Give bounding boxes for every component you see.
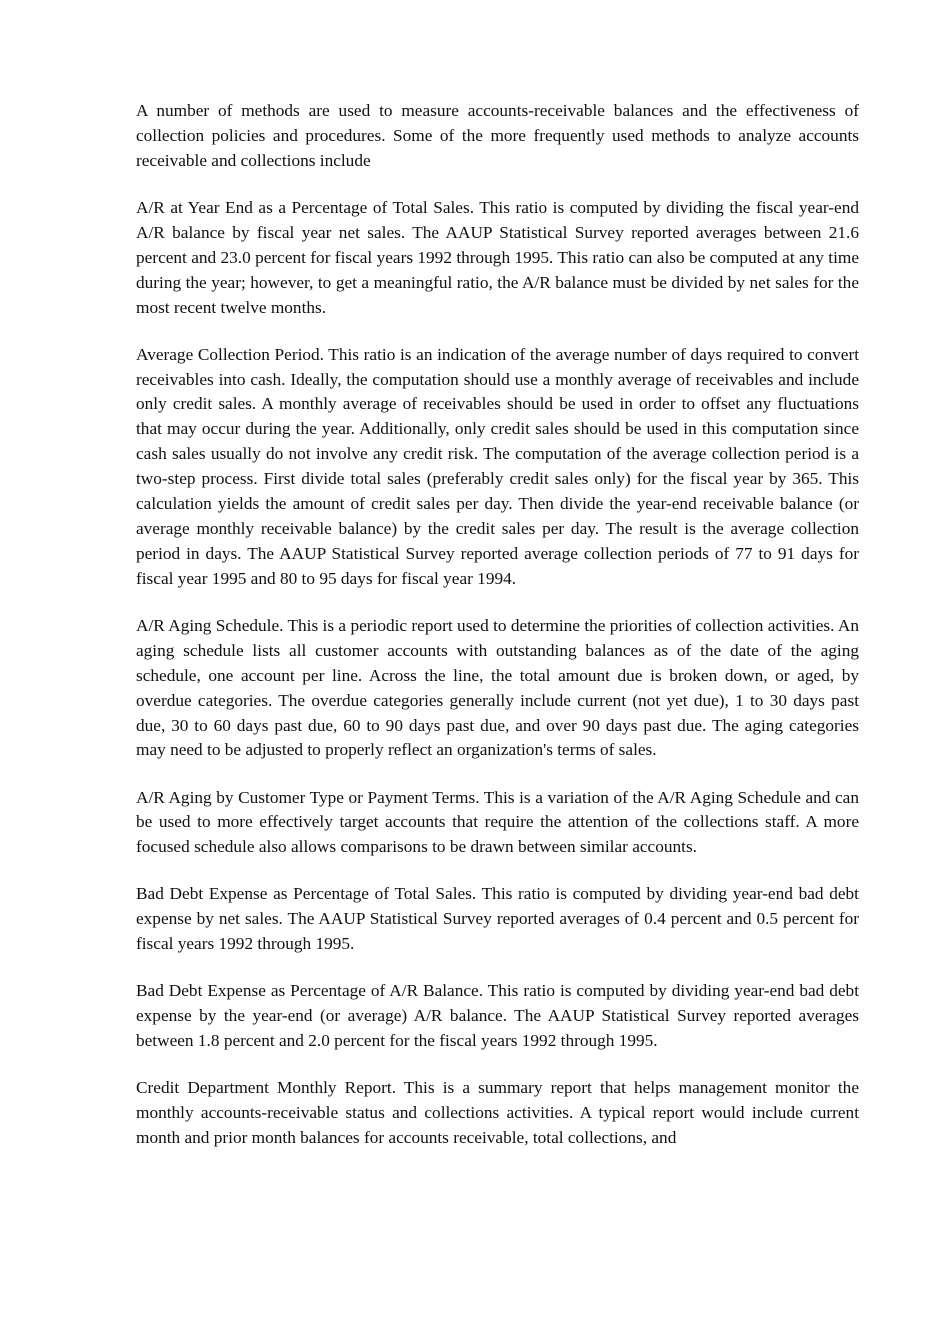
bad-debt-total-sales-paragraph: Bad Debt Expense as Percentage of Total Sales. This ratio is computed by dividing year-end bad debt expense by net sales. The AAUP Statistical Survey reported averages of 0.4 percent and 0.5 percent for fiscal years 1992 through 1995. (136, 884, 859, 954)
credit-department-report-paragraph: Credit Department Monthly Report. This is a summary report that helps management monitor the monthly accounts-receivable status and collections activities. A typical report would include current month and prior month balances for accounts receivable, total collections, and (136, 1078, 859, 1148)
bad-debt-ar-balance-paragraph: Bad Debt Expense as Percentage of A/R Balance. This ratio is computed by dividing year-end bad debt expense by the year-end (or average) A/R balance. The AAUP Statistical Survey reported averages between 1.8 percent and 2.0 percent for the fiscal years 1992 through 1995. (136, 981, 859, 1051)
document-page (136, 99, 859, 1173)
intro-paragraph: A number of methods are used to measure accounts-receivable balances and the effectiveness of collection policies and procedures. Some of the more frequently used methods to analyze accounts receivable and collections include (136, 101, 859, 170)
ar-aging-schedule-paragraph: A/R Aging Schedule. This is a periodic report used to determine the priorities of collection activities. An aging schedule lists all customer accounts with outstanding balances as of the date of the aging schedule, one account per line. Across the line, the total amount due is broken down, or aged, by overdue categories. The overdue categories generally include current (not yet due), 1 to 30 days past due, 30 to 60 days past due, 60 to 90 days past due, and over 90 days past due. The aging categories may need to be adjusted to properly reflect an organization's terms of sales. (136, 615, 859, 760)
ar-year-end-paragraph: A/R at Year End as a Percentage of Total Sales. This ratio is computed by dividing the fiscal year-end A/R balance by fiscal year net sales. The AAUP Statistical Survey reported averages between 21.6 percent and 23.0 percent for fiscal years 1992 through 1995. This ratio can also be computed at any time during the year; however, to get a meaningful ratio, the A/R balance must be divided by net sales for the most recent twelve months. (136, 197, 859, 317)
average-collection-period-paragraph: Average Collection Period. This ratio is an indication of the average number of days required to convert receivables into cash. Ideally, the computation should use a monthly average of receivables and include only credit sales. A monthly average of receivables should be used in order to offset any fluctuations that may occur during the year. Additionally, only credit sales should be used in this computation since cash sales usually do not involve any credit risk. The computation of the average collection period is a two-step process. First divide total sales (preferably credit sales only) for the fiscal year by 365. This calculation yields the amount of credit sales per day. Then divide the year-end receivable balance (or average monthly receivable balance) by the credit sales per day. The result is the average collection period in days. The AAUP Statistical Survey reported average collection periods of 77 to 91 days for fiscal year 1995 and 80 to 95 days for fiscal year 1994. (136, 344, 859, 588)
ar-aging-by-customer-type-paragraph: A/R Aging by Customer Type or Payment Terms. This is a variation of the A/R Aging Schedule and can be used to more effectively target accounts that require the attention of the collections staff. A more focused schedule also allows comparisons to be drawn between similar accounts. (136, 787, 859, 857)
